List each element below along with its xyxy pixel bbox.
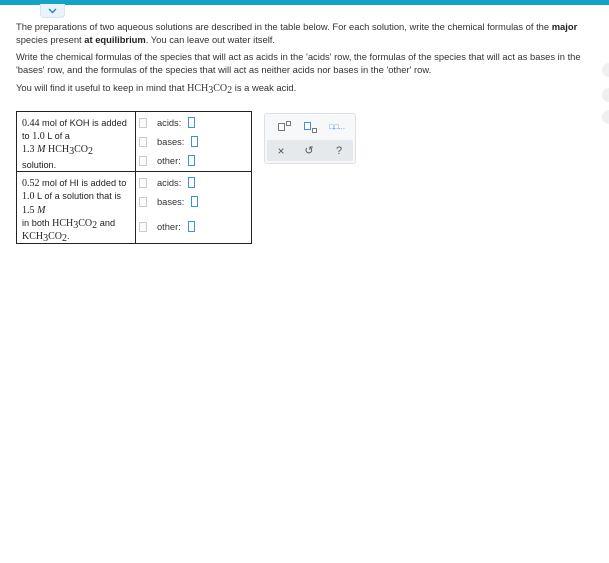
acids-input[interactable] <box>188 177 195 188</box>
solutions-table <box>16 111 252 244</box>
emphasis-equilibrium: at equilibrium <box>84 33 146 45</box>
chevron-down-icon <box>48 8 57 14</box>
other-row: other: <box>139 221 195 232</box>
other-row: other: <box>139 155 195 166</box>
superscript-button[interactable] <box>275 120 293 134</box>
other-input[interactable] <box>188 221 195 232</box>
side-tool-button-3[interactable] <box>602 110 609 124</box>
table-row <box>17 172 252 243</box>
acids-input[interactable] <box>188 117 195 128</box>
help-button[interactable] <box>331 143 347 158</box>
toolbar-action-row <box>267 140 353 161</box>
bases-checkbox[interactable] <box>139 137 147 147</box>
side-tool-button-1[interactable] <box>602 63 609 77</box>
acids-row: acids: <box>139 117 195 128</box>
side-tool-button-2[interactable] <box>602 88 609 102</box>
other-checkbox[interactable] <box>139 156 147 166</box>
top-accent-bar <box>0 0 609 5</box>
answer-cell-1 <box>136 112 252 172</box>
solution-description-1: 0.44 mol of KOH is added to 1.0 L of a 1.3 M $HCH_3CO_2$ solution. <box>17 112 136 172</box>
subscript-button[interactable] <box>301 120 319 134</box>
acids-checkbox[interactable] <box>139 118 147 128</box>
undo-icon: ↺ <box>304 145 314 157</box>
bases-input[interactable] <box>191 196 198 207</box>
table-row <box>17 112 252 172</box>
acids-row: acids: <box>139 177 195 188</box>
bases-checkbox[interactable] <box>139 197 147 207</box>
other-input[interactable] <box>188 155 195 166</box>
acids-checkbox[interactable] <box>139 178 147 188</box>
instructions-paragraph-1: The preparations of two aqueous solutions are described in the table below. For each solution, write the chemical formulas of the major species present at equilibrium. You can leave out water itself. <box>16 21 578 45</box>
instructions-paragraph-3: You will find it useful to keep in mind that $HCH_3CO_2$ is a weak acid. <box>16 82 297 96</box>
help-icon: ? <box>335 144 343 157</box>
ellipsis-button[interactable] <box>325 120 349 134</box>
formula-toolbar <box>264 113 356 164</box>
answer-cell-2 <box>136 172 252 243</box>
bases-row: bases: <box>139 196 198 207</box>
ellipsis-icon: □,□… <box>329 123 345 131</box>
close-icon: × <box>277 143 285 158</box>
bases-row: bases: <box>139 136 198 147</box>
undo-button[interactable] <box>301 143 317 158</box>
collapse-tab[interactable] <box>40 4 65 18</box>
solution-description-2: 0.52 mol of HI is added to 1.0 L of a solution that is 1.5 M in both $HCH_3CO_2$ and $KCH_3CO_2$. <box>17 172 136 243</box>
bases-input[interactable] <box>191 136 198 147</box>
emphasis-major: major <box>551 21 578 32</box>
instructions-paragraph-2: Write the chemical formulas of the species that will act as acids in the 'acids' row, the formulas of the species that will act as bases in the 'bases' row, and the formulas of the species that will act as neither acids nor bases in the 'other' row. <box>16 51 581 75</box>
other-checkbox[interactable] <box>139 222 147 232</box>
subscript-icon <box>304 122 317 133</box>
clear-button[interactable] <box>273 143 289 158</box>
superscript-icon <box>278 121 291 134</box>
